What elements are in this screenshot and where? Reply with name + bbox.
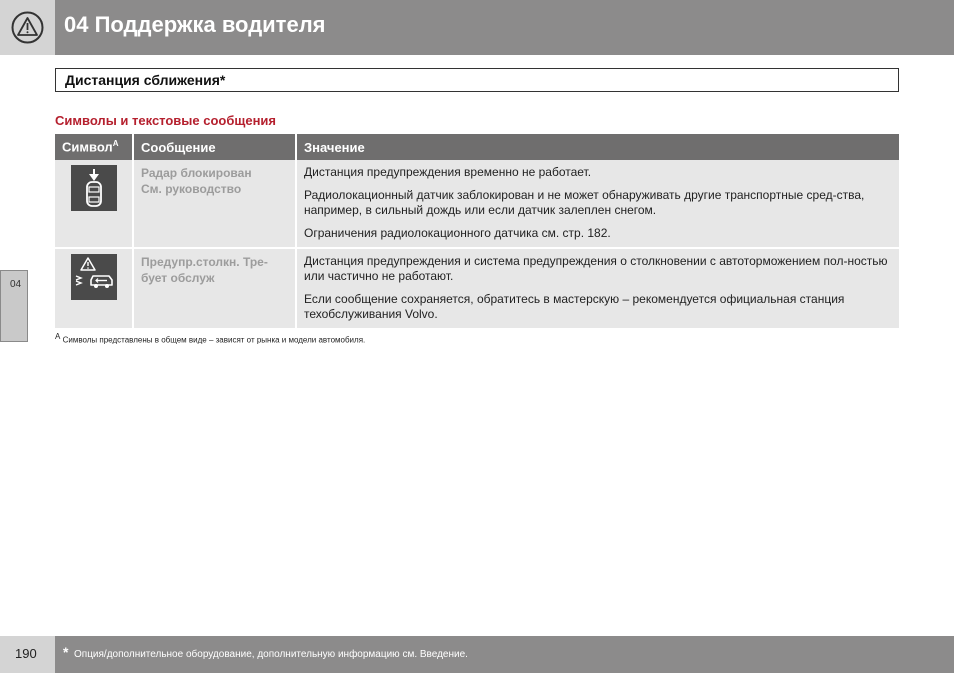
table-row [55,160,899,248]
symbol-cell [55,248,133,329]
symbol-cell [55,160,133,248]
chapter-title: 04 Поддержка водителя [64,12,326,37]
meaning-paragraph: Дистанция предупреждения временно не работает. [304,165,592,179]
chapter-side-tab[interactable] [0,270,28,342]
section-heading [55,68,899,92]
footer-bar [55,636,954,673]
chapter-header [55,0,954,55]
footnote-marker: A [55,332,61,341]
table-footnote [55,332,365,345]
symbols-table [55,134,899,330]
message-line: бует обслуж [141,271,215,285]
meaning-paragraph: Если сообщение сохраняется, обратитесь в мастерскую – рекомендуется официальная станция техобслуживания Volvo. [304,292,845,321]
meaning-paragraph: Дистанция предупреждения и система предупреждения о столкновении с автоторможением пол-ностью или частично не работают. [304,254,888,283]
header-meaning: Значение [296,134,899,160]
footer-page-box [0,636,55,673]
page-number: 190 [15,646,37,661]
header-message: Сообщение [133,134,296,160]
message-line: См. руководство [141,182,242,196]
side-tab-label: 04 [10,279,22,290]
message-cell [133,248,296,329]
footnote-text: Символы представлены в общем виде – зависят от рынка и модели автомобиля. [62,335,366,345]
warning-triangle-icon [11,11,44,44]
meaning-cell [296,160,899,248]
meaning-cell [296,248,899,329]
message-cell [133,160,296,248]
subsection-title: Символы и текстовые сообщения [55,113,277,128]
meaning-paragraph: Ограничения радиолокационного датчика см. стр. 182. [304,226,611,240]
radar-blocked-icon [71,165,117,211]
section-heading-text: Дистанция сближения* [65,72,226,88]
footer-note: Опция/дополнительное оборудование, дополнительную информацию см. Введение. [74,649,468,660]
collision-warning-service-icon [71,254,117,300]
meaning-paragraph: Радиолокационный датчик заблокирован и не может обнаруживать другие транспортные сред-ства, например, в сильный дождь или если датчик залеплен снегом. [304,188,865,217]
message-line: Радар блокирован [141,166,252,180]
header-symbol: Символ$^A$ [55,134,133,160]
message-line: Предупр.столкн. Тре- [141,255,268,269]
table-header-row [55,134,899,160]
table-row [55,248,899,329]
header-icon-box [0,0,55,55]
footer-star: * [63,644,69,660]
